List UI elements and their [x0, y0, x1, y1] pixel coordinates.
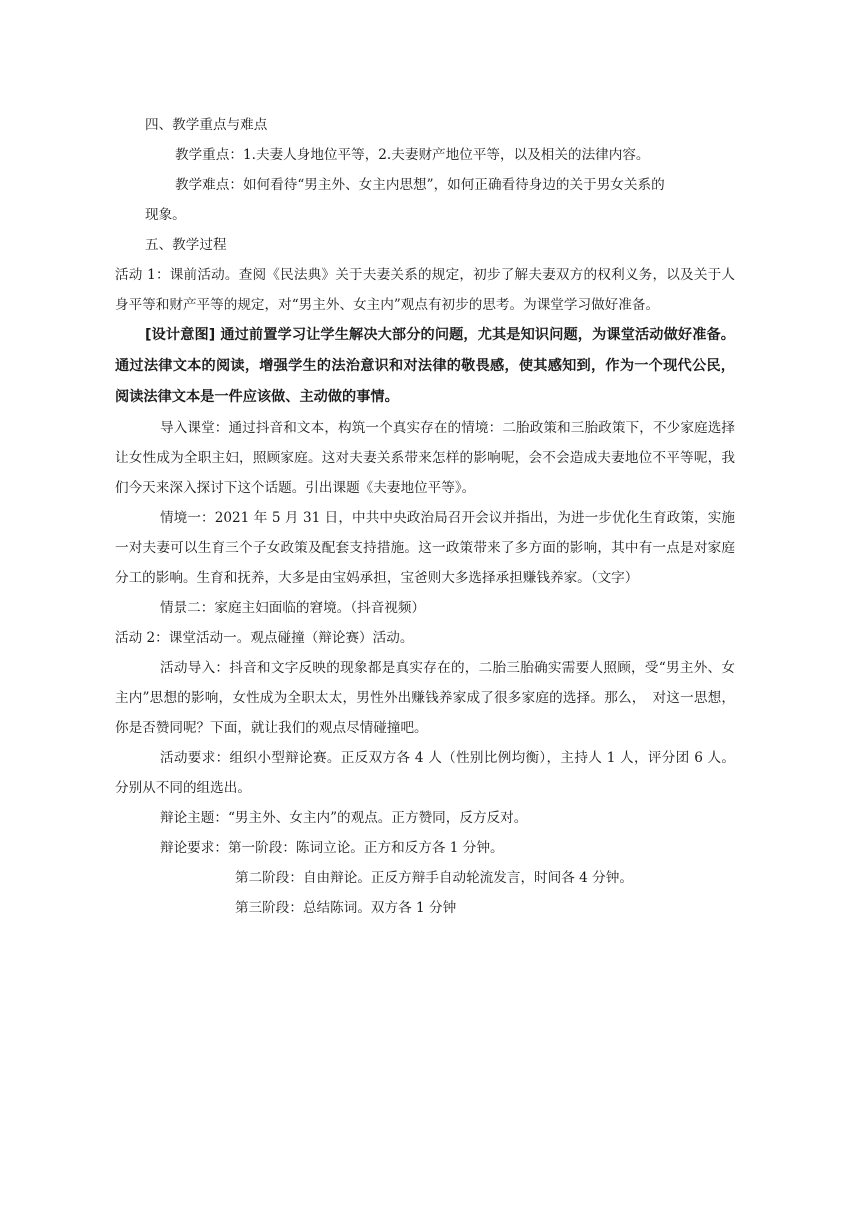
section-5-heading: 五、教学过程: [145, 237, 227, 253]
design-intent-paragraph: [设计意图] 通过前置学习让学生解决大部分的问题，尤其是知识问题，为课堂活动做好准备。通过法律文本的阅读，增强学生的法治意识和对法律的敬畏感，使其感知到，作为一个现代公民，阅读法律文本是一件应该做、主动做的事情。: [115, 327, 735, 405]
activity2-title: 活动 2：课堂活动一。观点碰撞（辩论赛）活动。: [115, 630, 414, 646]
intro-paragraph: 导入课堂：通过抖音和文本，构筑一个真实存在的情境：二胎政策和三胎政策下，不少家庭选择让女性成为全职主妇，照顾家庭。这对夫妻关系带来怎样的影响呢，会不会造成夫妻地位不平等呢，我们今天来深入探讨下这个话题。引出课题《夫妻地位平等》。: [115, 420, 735, 496]
debate-stage3: 第三阶段：总结陈词。双方各 1 分钟: [235, 900, 457, 916]
section-4-heading: 四、教学重点与难点: [145, 117, 268, 133]
scene1-paragraph: 情境一：2021 年 5 月 31 日，中共中央政治局召开会议并指出，为进一步优化生育政策，实施一对夫妻可以生育三个子女政策及配套支持措施。这一政策带来了多方面的影响，其中有一点是对家庭分工的影响。生育和抚养，大多是由宝妈承担，宝爸则大多选择承担赚钱养家。（文字）: [115, 510, 735, 586]
activity2-requirements-paragraph: 活动要求：组织小型辩论赛。正反双方各 4 人（性别比例均衡），主持人 1 人，评分团 6 人。分别从不同的组选出。: [115, 750, 735, 796]
debate-stage1: 辩论要求：第一阶段：陈词立论。正方和反方各 1 分钟。: [160, 840, 504, 856]
debate-stage2: 第二阶段：自由辩论。正反方辩手自动轮流发言，时间各 4 分钟。: [235, 870, 633, 886]
document-body: [115, 110, 735, 923]
activity2-intro-paragraph: 活动导入：抖音和文字反映的现象都是真实存在的，二胎三胎确实需要人照顾，受“男主外、女主内”思想的影响，女性成为全职太太，男性外出赚钱养家成了很多家庭的选择。那么， 对这一思想，你是否赞同呢？下面，就让我们的观点尽情碰撞吧。: [115, 660, 735, 736]
debate-topic-paragraph: 辩论主题：“男主外、女主内”的观点。正方赞同，反方反对。: [160, 810, 528, 826]
difficulty-paragraph-line1: 教学难点：如何看待“男主外、女主内思想”，如何正确看待身边的关于男女关系的: [175, 177, 665, 193]
scene2-paragraph: 情景二：家庭主妇面临的窘境。（抖音视频）: [160, 600, 426, 616]
activity1-paragraph: 活动 1：课前活动。查阅《民法典》关于夫妻关系的规定，初步了解夫妻双方的权利义务，以及关于人身平等和财产平等的规定，对“男主外、女主内”观点有初步的思考。为课堂学习做好准备。: [115, 267, 735, 313]
difficulty-paragraph-line2: 现象。: [145, 207, 186, 223]
key-point-paragraph: 教学重点：1.夫妻人身地位平等，2.夫妻财产地位平等，以及相关的法律内容。: [175, 147, 650, 163]
